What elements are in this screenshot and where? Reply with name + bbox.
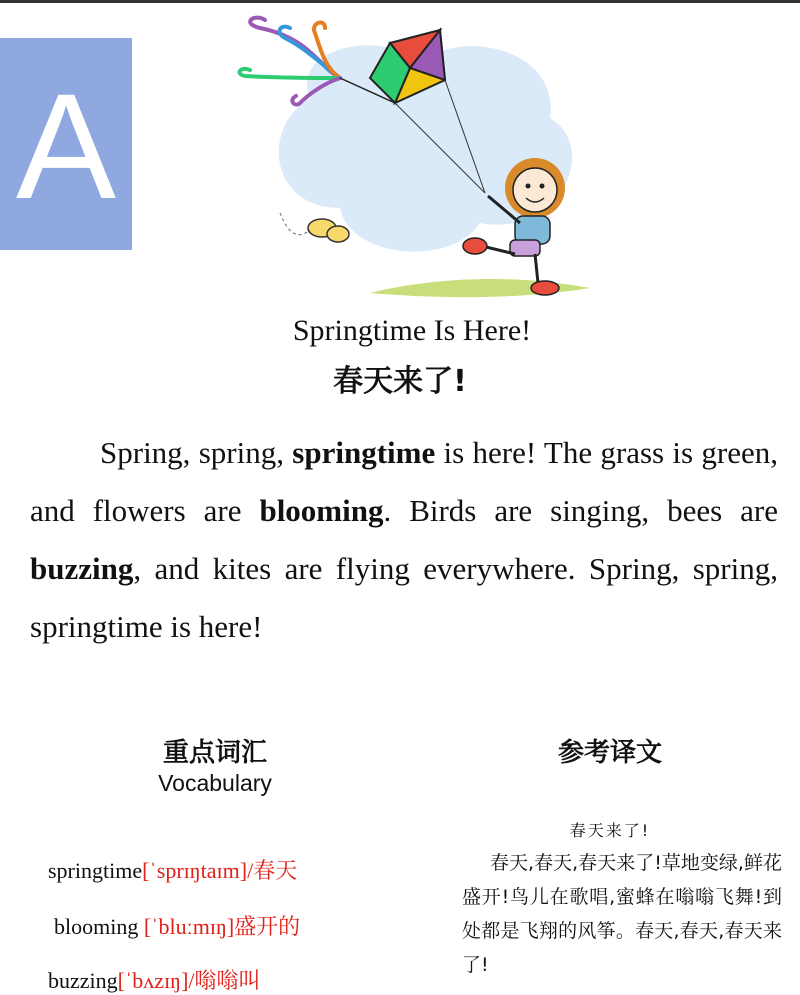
vocab-ipa: [ˈbʌzɪŋ] bbox=[117, 968, 189, 993]
translation-body: 春天,春天,春天来了!草地变绿,鲜花盛开!鸟儿在歌唱,蜜蜂在嗡嗡飞舞!到处都是飞翔的风筝。春天,春天,春天来了! bbox=[462, 852, 782, 976]
vocab-ipa: [ˈbluːmɪŋ] bbox=[143, 914, 235, 939]
vocab-item-buzzing bbox=[48, 964, 261, 995]
vocab-meaning: 盛开的 bbox=[234, 914, 301, 939]
vocabulary-heading-en: Vocabulary bbox=[158, 770, 272, 796]
section-letter: A bbox=[15, 62, 117, 230]
vocab-meaning: /嗡嗡叫 bbox=[188, 968, 261, 993]
vocab-meaning: /春天 bbox=[247, 858, 298, 883]
vocab-ipa: [ˈsprɪŋtaɪm] bbox=[142, 858, 248, 883]
passage-run: Spring, spring, bbox=[100, 435, 293, 470]
vocabulary-heading-zh: 重点词汇 bbox=[162, 738, 267, 768]
passage-run: is here! The grass is green, and flowers are bbox=[30, 435, 778, 528]
passage-keyword-springtime: springtime bbox=[292, 435, 436, 470]
story-title-zh: 春天来了! bbox=[333, 364, 467, 399]
translation-heading: 参考译文 bbox=[557, 738, 662, 768]
passage-run: . Birds are singing, bees are bbox=[383, 493, 779, 528]
story-passage bbox=[30, 424, 778, 656]
section-letter-block bbox=[0, 38, 132, 250]
top-rule bbox=[0, 0, 800, 3]
passage-keyword-blooming: blooming bbox=[259, 493, 384, 528]
kite-boy-illustration bbox=[230, 8, 610, 308]
story-title-en: Springtime Is Here! bbox=[292, 314, 532, 347]
butterfly-icon bbox=[280, 213, 349, 242]
vocab-word: springtime bbox=[48, 858, 143, 883]
passage-run: , and kites are flying everywhere. Spring, spring, springtime is here! bbox=[30, 551, 778, 644]
vocab-item-springtime bbox=[48, 854, 297, 885]
vocab-word: buzzing bbox=[48, 968, 118, 993]
vocab-word: blooming bbox=[54, 914, 139, 939]
passage-keyword-buzzing: buzzing bbox=[30, 551, 134, 586]
vocab-item-blooming bbox=[54, 910, 300, 941]
translation-title: 春天来了! bbox=[569, 821, 651, 840]
